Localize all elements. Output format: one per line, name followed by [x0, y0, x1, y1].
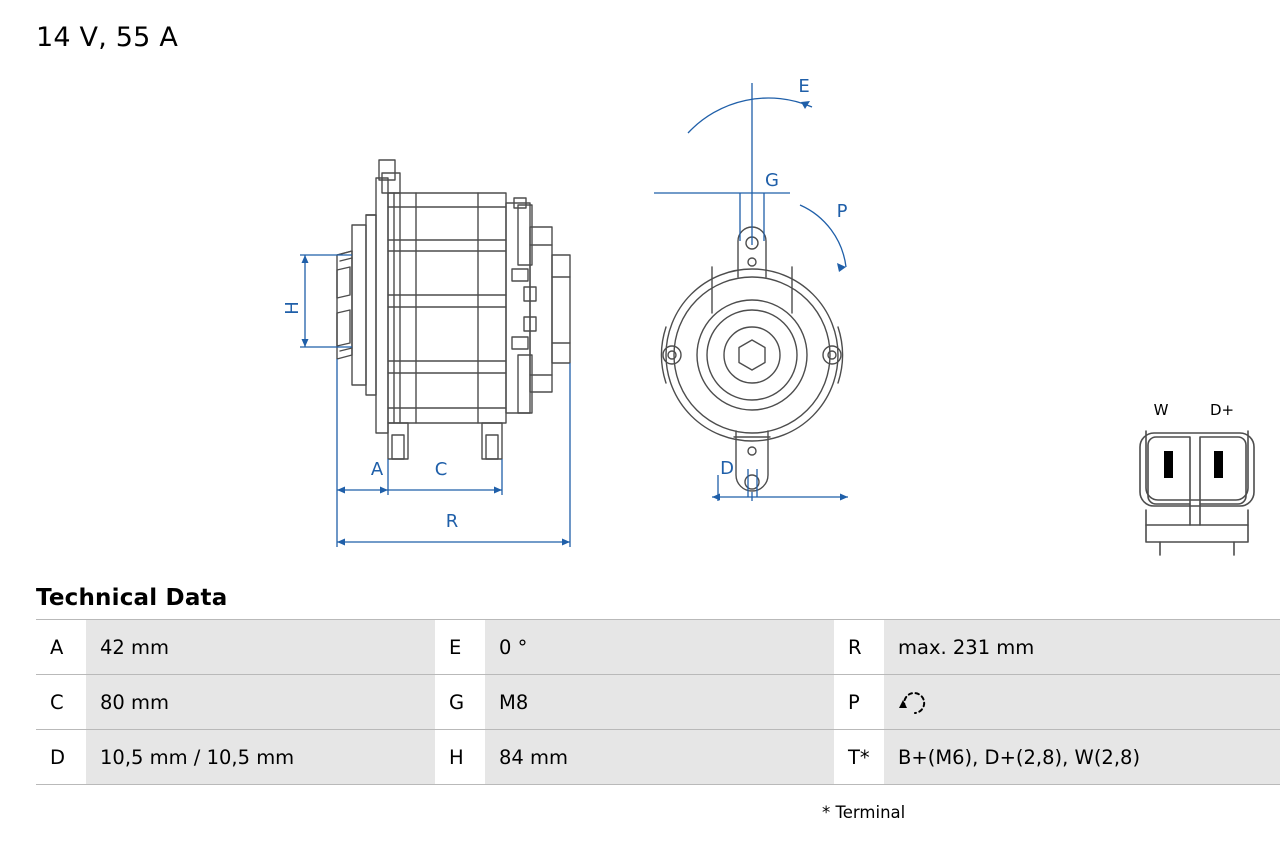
technical-drawing: [0, 55, 1280, 575]
row-value-t: B+(M6), D+(2,8), W(2,8): [884, 730, 1280, 785]
row-value-h: 84 mm: [485, 730, 834, 785]
terminal-footnote: * Terminal: [822, 803, 906, 822]
connector-diagram: [1140, 431, 1254, 555]
row-value-e: 0 °: [485, 620, 834, 675]
technical-data-section: [36, 585, 1244, 785]
drawing-svg: [0, 55, 1280, 575]
row-key-d: D: [36, 730, 86, 785]
row-key-t: T*: [834, 730, 884, 785]
page-title: 14 V, 55 A: [36, 22, 178, 53]
dimension-label-p: P: [836, 201, 848, 222]
row-value-r: max. 231 mm: [884, 620, 1280, 675]
table-row: [36, 620, 1280, 675]
row-value-g: M8: [485, 675, 834, 730]
dimension-label-c: C: [434, 459, 448, 480]
row-key-h: H: [435, 730, 485, 785]
row-key-p: P: [834, 675, 884, 730]
dimension-label-g: G: [765, 170, 779, 191]
dimension-label-e: E: [798, 76, 810, 97]
alternator-side-view: [337, 160, 570, 459]
row-key-c: C: [36, 675, 86, 730]
row-key-g: G: [435, 675, 485, 730]
table-row: [36, 730, 1280, 785]
dimension-label-h: H: [282, 301, 303, 315]
connector-label-w: W: [1153, 401, 1169, 419]
rotation-direction-icon: [898, 687, 932, 717]
row-key-r: R: [834, 620, 884, 675]
table-row: [36, 675, 1280, 730]
row-key-a: A: [36, 620, 86, 675]
row-value-d: 10,5 mm / 10,5 mm: [86, 730, 435, 785]
technical-data-heading: Technical Data: [36, 585, 228, 611]
connector-label-dplus: D+: [1209, 401, 1235, 419]
dimension-label-a: A: [370, 459, 384, 480]
dimension-label-d: D: [720, 458, 734, 479]
row-key-e: E: [435, 620, 485, 675]
alternator-front-view: [662, 227, 843, 491]
technical-data-table: [36, 619, 1280, 785]
row-value-p: [884, 675, 1280, 730]
row-value-a: 42 mm: [86, 620, 435, 675]
dimension-label-r: R: [445, 511, 459, 532]
row-value-c: 80 mm: [86, 675, 435, 730]
